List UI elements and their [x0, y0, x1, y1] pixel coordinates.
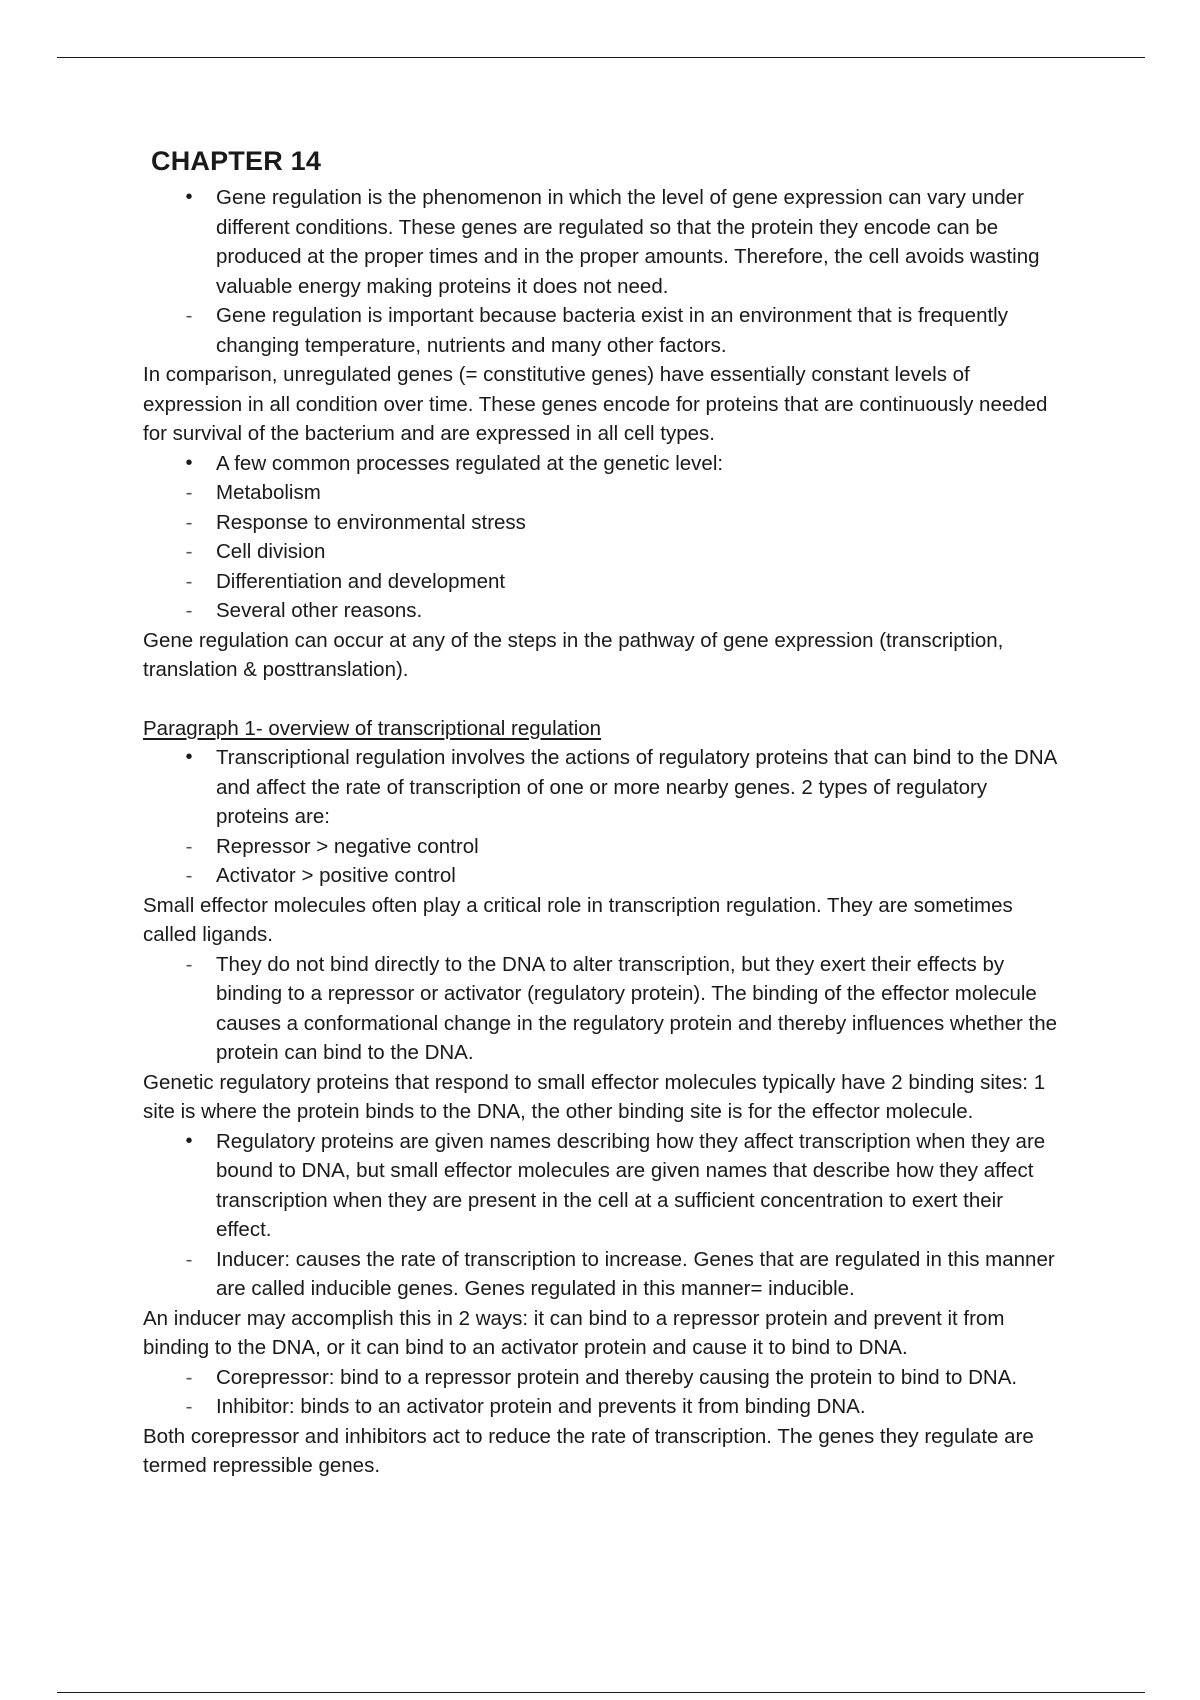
dash-marker: - — [185, 599, 193, 622]
item-text: Repressor > negative control — [216, 834, 479, 858]
item-text: They do not bind directly to the DNA to alter transcription, but they exert their effects by binding to a repressor or activator (regulatory protein). The binding of the effector molecule causes a conformational change in the regulatory protein and thereby influences whether the protein can bind to the DNA. — [216, 952, 1058, 1064]
bullet-item — [143, 183, 1063, 301]
bullet-marker: • — [185, 746, 193, 768]
item-text: Inhibitor: binds to an activator protein and prevents it from binding DNA. — [216, 1395, 866, 1418]
dash-marker: - — [185, 569, 193, 593]
item-text: Metabolism — [216, 481, 321, 504]
bottom-rule — [57, 1692, 1145, 1693]
paragraph: Genetic regulatory proteins that respond to small effector molecules typically have 2 binding sites: 1 site is where the protein binds to the DNA, the other binding site is for the effector molecule. — [143, 1070, 1046, 1123]
chapter-title: CHAPTER 14 — [151, 146, 322, 176]
dash-marker: - — [185, 481, 193, 504]
paragraph: In comparison, unregulated genes (= constitutive genes) have essentially constant levels of expression in all condition over time. These genes encode for proteins that are continuously needed for survival of the bacterium and are expressed in all cell types. — [143, 363, 1048, 445]
dash-item — [143, 537, 1063, 567]
dash-marker: - — [185, 304, 193, 327]
dash-item — [143, 567, 1063, 597]
bullet-marker: • — [185, 451, 193, 474]
paragraph: Both corepressor and inhibitors act to reduce the rate of transcription. The genes they regulate are termed repressible genes. — [143, 1424, 1034, 1477]
item-text: Transcriptional regulation involves the actions of regulatory proteins that can bind to the DNA and affect the rate of transcription of one or more nearby genes. 2 types of regulatory proteins are: — [216, 746, 1057, 828]
item-text: Cell division — [216, 540, 326, 563]
item-text: Several other reasons. — [216, 599, 423, 622]
dash-marker: - — [185, 1247, 193, 1271]
dash-marker: - — [185, 834, 193, 858]
dash-item — [143, 832, 1063, 862]
item-text: Inducer: causes the rate of transcription to increase. Genes that are regulated in this manner are called inducible genes. Genes regulated in this manner= inducible. — [216, 1247, 1055, 1300]
dash-item — [143, 950, 1063, 1068]
dash-item — [143, 1363, 1063, 1393]
item-text: Gene regulation is important because bacteria exist in an environment that is frequently changing temperature, nutrients and many other factors. — [216, 304, 1008, 357]
item-text: Response to environmental stress — [216, 510, 526, 534]
dash-item — [143, 478, 1063, 508]
item-text: Activator > positive control — [216, 864, 456, 887]
item-text: Gene regulation is the phenomenon in which the level of gene expression can vary under different conditions. These genes are regulated so that the protein they encode can be produced at the proper times and in the proper amounts. Therefore, the cell avoids wasting valuable energy making proteins it does not need. — [216, 186, 1040, 298]
dash-item — [143, 596, 1063, 626]
dash-marker: - — [185, 952, 193, 976]
dash-marker: - — [185, 1365, 193, 1389]
bullet-marker: • — [185, 1129, 193, 1152]
section-heading: Paragraph 1- overview of transcriptional regulation — [143, 716, 602, 740]
dash-item — [143, 1245, 1063, 1304]
document-body — [143, 183, 1063, 1481]
dash-marker: - — [185, 540, 193, 563]
dash-item — [143, 301, 1063, 360]
item-text: A few common processes regulated at the genetic level: — [216, 451, 724, 475]
top-rule — [57, 57, 1145, 58]
item-text: Differentiation and development — [216, 569, 506, 593]
paragraph: Small effector molecules often play a critical role in transcription regulation. They are sometimes called ligands. — [143, 893, 1013, 946]
dash-item — [143, 1392, 1063, 1422]
dash-marker: - — [185, 510, 193, 534]
bullet-item — [143, 449, 1063, 479]
bullet-item — [143, 743, 1063, 832]
dash-item — [143, 508, 1063, 538]
paragraph: Gene regulation can occur at any of the steps in the pathway of gene expression (transcription, translation & posttranslation). — [143, 628, 1004, 681]
bullet-item — [143, 1127, 1063, 1245]
dash-marker: - — [185, 1395, 193, 1418]
item-text: Regulatory proteins are given names describing how they affect transcription when they are bound to DNA, but small effector molecules are given names that describe how they affect transcription when they are present in the cell at a sufficient concentration to exert their effect. — [216, 1129, 1046, 1241]
bullet-marker: • — [185, 186, 193, 208]
dash-item — [143, 861, 1063, 891]
dash-marker: - — [185, 864, 193, 887]
document-page — [143, 145, 1063, 1481]
item-text: Corepressor: bind to a repressor protein and thereby causing the protein to bind to DNA. — [216, 1365, 1018, 1389]
paragraph: An inducer may accomplish this in 2 ways: it can bind to a repressor protein and prevent it from binding to the DNA, or it can bind to an activator protein and cause it to bind to DNA. — [143, 1306, 1005, 1359]
